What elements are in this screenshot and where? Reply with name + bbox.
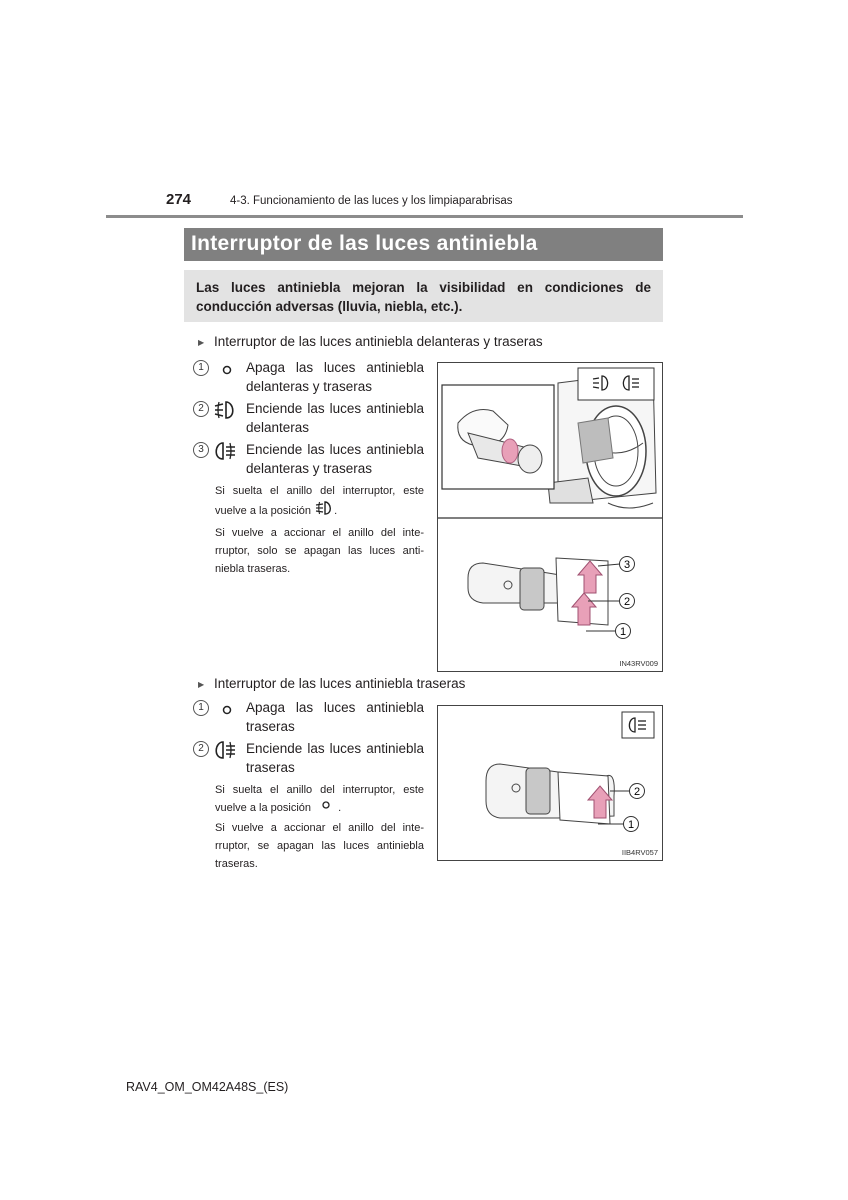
figure-callout: 1 xyxy=(619,626,627,638)
note-line: Si suelta el anillo del interruptor, este xyxy=(215,784,424,796)
item-line: Enciende las luces antiniebla xyxy=(246,401,424,416)
figure-illustration xyxy=(438,706,662,860)
footer-code: RAV4_OM_OM42A48S_(ES) xyxy=(126,1080,289,1094)
title-bar xyxy=(184,228,663,261)
item-number: 1 xyxy=(193,700,209,716)
item-line: Apaga las luces antiniebla xyxy=(246,360,424,375)
item-line: Enciende las luces antiniebla xyxy=(246,741,424,756)
note-line: Si vuelve a accionar el anillo del inte- xyxy=(215,527,424,539)
figure-callout: 2 xyxy=(623,596,631,608)
section1-heading xyxy=(198,334,543,349)
note-text: . xyxy=(338,802,342,814)
bullet-triangle-icon: ▶ xyxy=(198,679,205,689)
off-circle-icon xyxy=(216,702,238,718)
item-line: traseras xyxy=(246,760,295,775)
item-line: delanteras y traseras xyxy=(246,461,373,476)
note-line: niebla traseras. xyxy=(215,563,291,575)
item-line: delanteras xyxy=(246,420,310,435)
figure-fog-switch-rear xyxy=(437,705,663,861)
figure-id: IIB4RV057 xyxy=(621,848,658,857)
figure-callout: 3 xyxy=(623,559,631,571)
figure-id: IN43RV009 xyxy=(619,659,658,668)
figure-illustration xyxy=(438,363,662,671)
figure-callout: 2 xyxy=(633,786,641,798)
front-fog-icon xyxy=(314,500,334,522)
rear-fog-icon xyxy=(212,440,234,462)
section2-heading xyxy=(198,676,465,691)
note-line: rruptor, solo se apagan las luces anti- xyxy=(215,545,424,557)
item-number: 2 xyxy=(193,741,209,757)
page-title: Interruptor de las luces antiniebla xyxy=(191,232,538,255)
off-circle-icon xyxy=(318,799,334,817)
note-line: rruptor, se apagan las luces antiniebla xyxy=(215,840,424,853)
note-line xyxy=(215,799,424,817)
note-line: traseras. xyxy=(215,858,258,871)
note-line: Si vuelve a accionar el anillo del inte- xyxy=(215,822,424,835)
item-text xyxy=(246,698,424,736)
section1-heading-text: Interruptor de las luces antiniebla delanteras y traseras xyxy=(214,334,543,349)
note-block xyxy=(215,781,424,873)
item-text xyxy=(246,440,424,478)
note-text: vuelve a la posición xyxy=(215,504,312,517)
page-number: 274 xyxy=(166,191,192,208)
note-block xyxy=(215,482,424,578)
note-line: Si suelta el anillo del interruptor, este xyxy=(215,485,424,497)
off-circle-icon xyxy=(216,362,238,378)
item-number: 3 xyxy=(193,442,209,458)
note-text: vuelve a la posición xyxy=(215,802,312,814)
item-text xyxy=(246,739,424,777)
item-line: delanteras y traseras xyxy=(246,379,373,394)
item-text xyxy=(246,399,424,437)
note-line xyxy=(215,500,424,522)
bullet-triangle-icon: ▶ xyxy=(198,337,205,347)
item-number: 2 xyxy=(193,401,209,417)
front-fog-icon xyxy=(212,399,234,421)
intro-box xyxy=(184,270,663,322)
note-text: . xyxy=(334,504,338,517)
intro-text: Las luces antiniebla mejoran la visibilidad en condiciones de conducción adversas (lluvia, niebla, etc.). xyxy=(196,280,651,314)
item-line: Enciende las luces antiniebla xyxy=(246,442,424,457)
item-number: 1 xyxy=(193,360,209,376)
section2-heading-text: Interruptor de las luces antiniebla traseras xyxy=(214,676,466,691)
section-label: 4-3. Funcionamiento de las luces y los limpiaparabrisas xyxy=(230,195,513,207)
header-divider xyxy=(106,215,743,218)
figure-fog-switch-front-rear xyxy=(437,362,663,672)
item-text xyxy=(246,358,424,396)
figure-callout: 1 xyxy=(627,819,635,831)
item-line: Apaga las luces antiniebla xyxy=(246,700,424,715)
rear-fog-icon xyxy=(212,739,234,761)
item-line: traseras xyxy=(246,719,295,734)
